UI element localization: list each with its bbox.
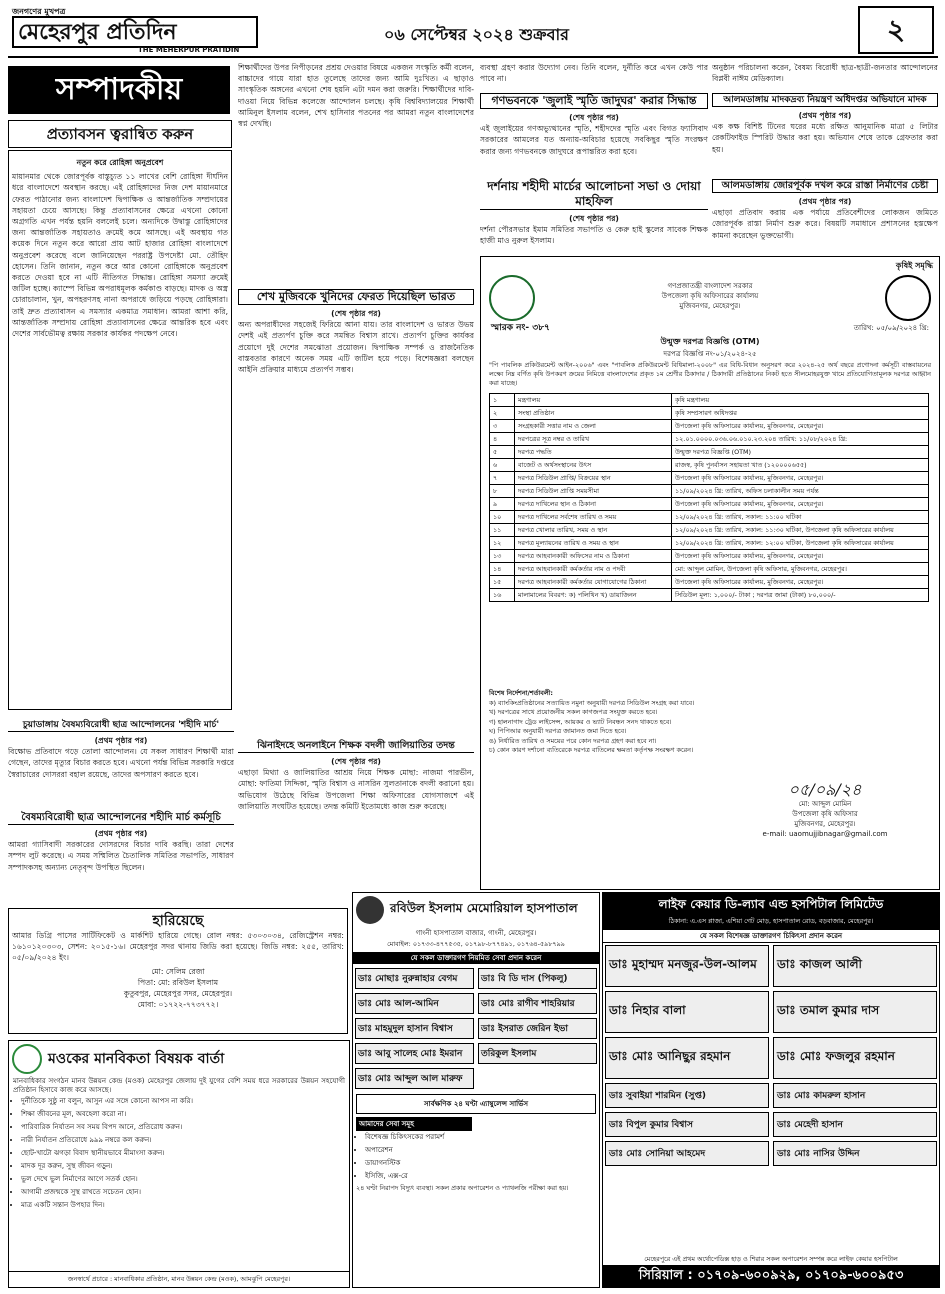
rabiul-services-title: আমাদের সেবা সমূহ: [356, 1117, 472, 1131]
drug-body: এক কক্ষ বিশিষ্ট টিনের ঘরের মধ্যে রক্ষিত আনুমানিক মাত্রা ৫ লিটার রেকটিফাইড স্পিরিট উদ্ধার করা হয়। অভিযান শেষে তাকে গ্রেফতার করা হয়।: [712, 122, 938, 154]
lifecare-doctor: ডাঃ মোঃ ফজলুর রহমান: [773, 1037, 937, 1079]
road-article: [712, 176, 938, 252]
martyr-march-dateline: (প্রথম পৃষ্ঠার পর): [94, 736, 148, 745]
tender-cell-item: দরপত্র আহবানকারী কর্মকর্তার নাম ও পদবী: [515, 563, 672, 576]
students-body: শিক্ষার্থীদের উপর নিপীড়নের প্রশ্রয় দেওয়ার বিষয়ে একজন সংস্কৃতি কর্মী বলেন, বাচ্চাদের গায়ে যারা হাত তুলেছে তাদের জন্য আমি দুঃখিত। এ ছাড়াও সাংস্কৃতিক অঙ্গনের এখনো শেষ হয়নি এটা দমন করা জরুরি। শিক্ষার্থীদের দাবি-দাওয়া নিয়ে বিভিন্ন কলেজে আন্দোলন চলছে। কৃষি বিশ্ববিদ্যালয়ের শিক্ষার্থী আমিনুল ইসলাম বলেন, শেখ হাসিনার পতনের পর আমরা নতুন বাংলাদেশের স্বপ্ন দেখছি।: [238, 63, 474, 129]
lifecare-doctor: ডাঃ নিহার বালা: [605, 991, 769, 1033]
tender-cell-no: ৮: [490, 485, 515, 498]
tender-row: [490, 472, 929, 485]
tender-cell-no: ১: [490, 394, 515, 407]
tender-cell-item: দরপত্র আহবানকারী অফিসের নাম ও ঠিকানা: [515, 550, 672, 563]
tender-row: [490, 589, 929, 602]
lifecare-name: লাইফ কেয়ার ডি-ল্যাব এন্ড হসপিটাল লিমিটেড: [658, 897, 884, 911]
sheikh-article: [238, 286, 474, 688]
martyr-march-headline: চুয়াডাঙ্গায় বৈষম্যবিরোধী ছাত্র আন্দোলনের 'শহীদি মার্চ': [8, 719, 234, 732]
tender-office: উপজেলা কৃষি অফিসারের কার্যালয়: [661, 292, 759, 300]
tender-cell-value: উপজেলা কৃষি অফিসারের কার্যালয়, মুজিবনগর, মেহেরপুর।: [672, 550, 929, 563]
lifecare-doctor: ডাঃ মোঃ আনিছুর রহমান: [605, 1037, 769, 1079]
tender-cell-item: দরপত্র খোলার তারিখ, সময় ও স্থান: [515, 524, 672, 537]
rights-list-item: • আগামী প্রজন্মকে সুস্থ রাখতে সচেতন হোন।: [21, 1186, 349, 1199]
tender-cell-value: কৃষি সম্প্রসারণ অধিদপ্তর: [672, 407, 929, 420]
tender-row: [490, 563, 929, 576]
tender-rule: ঙ) নির্ধারিত তারিখ ও সময়ের পরে কোন দরপত্র গ্রহণ করা হবে না।: [489, 736, 657, 745]
tender-cell-item: সংস্থা প্রতিষ্ঠান: [515, 407, 672, 420]
tender-cell-no: ২: [490, 407, 515, 420]
tender-row: [490, 550, 929, 563]
lost-notice: [8, 908, 348, 1034]
teacher-article: [238, 736, 474, 888]
issue-date: ০৬ সেপ্টেম্বর ২০২৪ শুক্রবার: [384, 25, 569, 44]
tender-cell-value: ১২/০৯/২০২৪ খ্রি: তারিখ, সকাল: ১২:০০ ঘটিকা, উপজেলা কৃষি অফিসারের কার্যালয়: [672, 537, 929, 550]
protest-body: অনুষ্ঠান পরিচালনা করেন, বৈষম্য বিরোধী ছাত্র-ছাত্রী-জনতার আন্দোলনের বিপ্লবী নাঈম মেডিক্যাল।: [712, 63, 938, 84]
tender-cell-value: ১২.০১.০০০০.০৩৬.০৬.০১০.২৩.২০৪ তারিখ: ১১/০৮/২০২৪ খ্রি:: [672, 433, 929, 446]
lifecare-doctor: ডাঃ কাজল আলী: [773, 945, 937, 987]
tender-cell-no: ৬: [490, 459, 515, 472]
tender-row: [490, 446, 929, 459]
rights-list-item: • পারিবারিক নির্যাতন সব সময় বিপদ আনে, প্রতিরোধ করুন।: [21, 1121, 349, 1134]
tender-row: [490, 498, 929, 511]
tender-gov: গণপ্রজাতন্ত্রী বাংলাদেশ সরকার: [667, 282, 753, 290]
tender-cell-no: ১২: [490, 537, 515, 550]
rights-list-item: • মাদক দূর করুন, সুস্থ জীবন গড়ুন।: [21, 1160, 349, 1173]
martyr-march-article: [8, 716, 234, 806]
lifecare-doctor: ডাঃ মোঃ কামরুল হাসান: [773, 1083, 937, 1108]
tender-row: [490, 407, 929, 420]
rabiul-name: রবিউল ইসলাম মেমোরিয়াল হাসপাতাল: [390, 901, 578, 915]
tagline: জনগণের মুখপত্র: [12, 7, 66, 16]
tender-row: [490, 485, 929, 498]
tender-rules-title: বিশেষ নির্দেশনা/শর্তাবলী:: [489, 689, 553, 697]
tender-rule: ঘ) পিপিআর অনুযায়ী দরপত্র জামানত জমা দিতে হবে।: [489, 727, 627, 735]
rabiul-doctor-list: [353, 966, 599, 1091]
students-article: [238, 62, 474, 282]
tender-row: [490, 459, 929, 472]
editorial-subhead: নতুন করে রোহিঙ্গা অনুপ্রবেশ: [76, 158, 164, 167]
drug-dateline: (প্রথম পৃষ্ঠার পর): [798, 111, 852, 120]
martyr-program-body: আমরা গ্যাসিবাদী সরকারের দোসরদের বিচার দাবি করছি। তারা দেশের সম্পদ লুট করেছে। এ সময় সম্মিলিত চৈতালিক সমিতির সভাপতি, সাধারণ সম্পাদকসহ অন্যান্য নেতৃবৃন্দ উপস্থিত ছিলেন।: [8, 840, 234, 872]
lifecare-doctor: ডাঃ মোঃ নাসির উদ্দিন: [773, 1141, 937, 1166]
museum-body: এই জুলাইয়ের গণঅভ্যুত্থানের স্মৃতি, শহীদদের স্মৃতি এবং বিগত ফ্যাসিবাদ সরকারের আমলের যত অন্যায়-অবিচার হয়েছে সবকিছুর স্মৃতি সংরক্ষণ করার জন্য গণভবনকে জাদুঘরে রূপান্তরিত করা হবে।: [480, 124, 708, 156]
rights-message-ad: [8, 1040, 350, 1288]
tender-cell-item: দরপত্র সিডিউল প্রাপ্তি/ বিক্রয়ের স্থান: [515, 472, 672, 485]
doa-dateline: (শেষ পৃষ্ঠার পর): [569, 214, 619, 223]
justice-body: ব্যবস্থা গ্রহণ করার উদ্যোগ নেব। তিনি বলেন, দুর্নীতি করে এখন কেউ পার পাবে না।: [480, 63, 708, 84]
lost-body: আমার ডিগ্রি পাসের সার্টিফিকেট ও মার্কশিট হারিয়ে গেছে। রোল নম্বর: ৫৩০৩০৩৪, রেজিস্ট্রেশন নম্বর: ১৬১০১২০৩০৩, সেশন: ২০১৫-১৬। মেহেরপুর সদর থানায় জিডি করা হয়েছে। জিডি নম্বর: ২৫৫, তারিখ: ০৫/০৯/২০২৪ ইং।: [12, 931, 344, 963]
rights-list-item: • নারী নির্যাতন প্রতিরোধে ৯৯৯ নম্বরে কল করুন।: [21, 1134, 349, 1147]
tender-cell-no: ১১: [490, 524, 515, 537]
tender-cell-no: ১৫: [490, 576, 515, 589]
page-number: ২: [858, 6, 934, 54]
tender-cell-item: বাজেট ও অর্থসংস্থানের উৎস: [515, 459, 672, 472]
tender-row: [490, 511, 929, 524]
tender-cell-value: কৃষি মন্ত্রণালয়: [672, 394, 929, 407]
tender-email: e-mail: uaomujjibnagar@gmail.com: [762, 830, 888, 838]
tender-cell-no: ১৩: [490, 550, 515, 563]
lifecare-doctor: ডাঃ বিপুল কুমার বিশ্বাস: [605, 1112, 769, 1137]
tender-cell-value: মো: আব্দুল মোমিন, উপজেলা কৃষি অফিসার, মুজিবনগর, মেহেরপুর।: [672, 563, 929, 576]
tender-signer-title: উপজেলা কৃষি অফিসার: [792, 810, 858, 818]
rabiul-doctor: ডাঃ মোঃ আল-আমিন: [355, 993, 474, 1014]
tender-cell-item: দরপত্র সিডিউল প্রাপ্তি সময়সীমা: [515, 485, 672, 498]
sheikh-body: অন্য অপরাধীদের সহজেই ফিরিয়ে আনা যায়। তার বাংলাদেশ ও ভারত উভয় দেশই এই প্রত্যর্পণ চুক্তি করে সমন্বিত বিশ্বাস রাখে। প্রত্যর্পণ চুক্তির কার্যকর প্রয়োগে দুই দেশের সমঝোতা প্রয়োজন। দ্বিপাক্ষিক সম্পর্ক ও রাজনৈতিক বাস্তবতার কারণে অনেক সময় এটি জটিল হয়ে পড়ে। বিশেষজ্ঞরা বলছেন আইনি প্রক্রিয়ার মাধ্যমে প্রত্যর্পণ সম্ভব।: [238, 320, 474, 375]
drug-headline: আলমডাঙ্গায় মাদকদ্রব্য নিয়ন্ত্রণ অধিদপ্তর অভিযানে মাদক: [712, 93, 938, 107]
tender-cell-value: রাজস্ব, কৃষি পুনর্বাসন সহায়তা খাত (১২০০০০৬৫৫): [672, 459, 929, 472]
lifecare-doctor: ডাঃ মোঃ সোনিয়া আহমেদ: [605, 1141, 769, 1166]
tender-cell-item: মন্ত্রণালয়: [515, 394, 672, 407]
rights-intro: মানবাধিকার সংগঠন মানব উন্নয়ন কেন্দ্র (মওক) মেহেরপুর জেলায় দুই যুগের বেশি সময় ধরে সরকারের উন্নয়ন সহযোগী প্রতিষ্ঠান হিসাবে কাজ করে আসছে।: [13, 1077, 345, 1094]
rights-list-item: • শিক্ষা জীবনের মূল, অবহেলা করো না।: [21, 1108, 349, 1121]
lost-headline: হারিয়েছে: [152, 913, 204, 929]
tender-cell-no: ৭: [490, 472, 515, 485]
rabiul-doctor: তরিকুল ইসলাম: [478, 1043, 597, 1064]
martyr-program-dateline: (প্রথম পৃষ্ঠার পর): [94, 829, 148, 838]
rabiul-service: • বিশেষজ্ঞ চিকিৎসকের পরামর্শ: [365, 1131, 599, 1144]
rabiul-address: গাংনী হাসপাতাল বাজার, গাংনী, মেহেরপুর।: [415, 929, 537, 937]
rabiul-doctor: ডাঃ বি ডি দাস (পিকলু): [478, 968, 597, 989]
tender-signer: মো: আব্দুল মোমিন: [798, 800, 852, 808]
tender-row: [490, 524, 929, 537]
museum-dateline: (শেষ পৃষ্ঠার পর): [569, 113, 619, 122]
road-body: এছাড়া প্রতিবাদ করায় এক পর্যায়ে প্রতিবেশীদের লোকজন জমিতে জোরপূর্বক রাস্তা নির্মাণ শুরু করে। বিষয়টি সমাধানে প্রশাসনের হস্তক্ষেপ কামনা করেছেন ভুক্তভোগী।: [712, 208, 938, 240]
teacher-body: এছাড়া মিথ্যা ও জালিয়াতির আশ্রয় নিয়ে শিক্ষক মোছা: নাজমা পারভীন, মোছা: ফাতিমা সিদ্দিকা, স্মৃতি বিশ্বাস ও নাসরিন সুলতানাকে বদলী করানো হয়। অভিযোগ উঠেছে বিভিন্ন উপজেলা শিক্ষা অফিসারের যোগসাজশে এই জালিয়াতি সংঘটিত হয়েছে। তদন্ত কমিটি ইতোমধ্যে কাজ শুরু করেছে।: [238, 768, 474, 811]
rabiul-doctor: ডাঃ আবু সালেহ মোঃ ইমরান: [355, 1043, 474, 1064]
rabiul-doctor: ডাঃ মাহমুদুল হাসান বিশ্বাস: [355, 1018, 474, 1039]
tender-row: [490, 537, 929, 550]
masthead: [8, 6, 938, 58]
road-headline: আলমডাঙ্গায় জোরপূর্বক দখল করে রাস্তা নির্মাণের চেষ্টা: [712, 179, 938, 193]
rabiul-doctor: ডাঃ মোঃ রাগীব শাহরিয়ার: [478, 993, 597, 1014]
tender-cell-no: ৩: [490, 420, 515, 433]
sheikh-headline: শেখ মুজিবকে খুনিদের ফেরত দিয়েছিল ভারত: [238, 289, 474, 305]
martyr-march-body: বিক্ষোভ প্রতিবাদে গড়ে তোলা আন্দোলন। যে সকল সাধারণ শিক্ষার্থী মারা গেছেন, তাদের মৃত্যুর বিচার করতে হবে। এখনো পর্যন্ত বিভিন্ন সরকারি দপ্তরে স্বৈরাচারের দোসররা বহাল রয়েছে, তাদের অপসারণ করতে হবে।: [8, 747, 234, 779]
lifecare-doctor: ডাঃ তমাল কুমার দাস: [773, 991, 937, 1033]
lifecare-serial: সিরিয়াল : ০১৭০৯-৬০০৯২৯, ০১৭০৯-৬০০৯৫৩: [603, 1265, 939, 1287]
hospital-logo-icon: [356, 896, 384, 924]
editorial-banner: সম্পাদকীয়: [8, 66, 230, 114]
lifecare-banner: যে সকল বিশেষজ্ঞ ডাক্তারগণ চিকিৎসা প্রদান করেন: [603, 930, 939, 943]
rabiul-service: • ইসিজি, এক্স-রে: [365, 1170, 599, 1183]
rights-footer: জনস্বার্থে প্রচারে : মানবাধিকার প্রতিষ্ঠান, মানব উন্নয়ন কেন্দ্র (মওক), আমঝুপি মেহেরপুর।: [9, 1271, 349, 1287]
tender-row: [490, 420, 929, 433]
tender-date: তারিখ: ০৫/০৯/২০২৪ খ্রি:: [853, 324, 929, 332]
rabiul-doctor: ডাঃ মোছাঃ নুরুন্নাহার বেগম: [355, 968, 474, 989]
tender-cell-item: দরপত্র পদ্ধতি: [515, 446, 672, 459]
rabiul-ambulance: সার্বক্ষণিক ২৪ ঘণ্টা এ্যাম্বুলেন্স সার্ভিস: [356, 1094, 596, 1114]
rabiul-doctor: ডাঃ মোঃ আব্দুল আল মারুফ: [355, 1068, 474, 1089]
lifecare-doctor: ডাঃ সুবাইয়া শারমিন (সুপ্ত): [605, 1083, 769, 1108]
editorial-headline: প্রত্যাবসন ত্বরান্বিত করুন: [8, 120, 232, 148]
tender-cell-value: উপজেলা কৃষি অফিসারের কার্যালয়, মুজিবনগর, মেহেরপুর।: [672, 420, 929, 433]
tender-slogan: কৃষিই সমৃদ্ধি: [895, 261, 933, 270]
rights-list-item: • ছোট-খাটো ঝগড়া বিবাদ স্থানীয়ভাবে মীমাংসা করুন।: [21, 1147, 349, 1160]
tender-signature-date: ০৫/০৯/২৪: [788, 780, 862, 799]
road-dateline: (প্রথম পৃষ্ঠার পর): [798, 197, 852, 206]
museum-headline: গণভবনকে 'জুলাই স্মৃতি জাদুঘর' করার সিদ্ধান্ত: [480, 93, 708, 109]
tender-rule: চ) কোন কারণ দর্শানো ব্যতিরেকে দরপত্র বাতিলের ক্ষমতা কর্তৃপক্ষ সংরক্ষণ করেন।: [489, 746, 694, 754]
rights-headline: মওকের মানবিকতা বিষয়ক বার্তা: [48, 1051, 225, 1067]
tender-cell-no: ৪: [490, 433, 515, 446]
tender-row: [490, 394, 929, 407]
lost-address: কুতুবপুর, মেহেরপুর সদর, মেহেরপুর।: [123, 989, 233, 999]
doa-body: দর্শনা পৌরসভার ইমাম সমিতির সভাপতি ও কেরু হাই স্কুলের সাবেক শিক্ষক হাজী মাও নুরুল ইসলাম।: [480, 225, 708, 246]
tender-cell-value: উপজেলা কৃষি অফিসারের কার্যালয়, মুজিবনগর, মেহেরপুর।: [672, 498, 929, 511]
tender-cell-item: সংগ্রহকারী সত্তার নাম ও জেলা: [515, 420, 672, 433]
tender-cell-item: দরপত্র দাখিলের সর্বশেষ তারিখ ও সময়: [515, 511, 672, 524]
tender-rules: [489, 689, 931, 756]
tender-cell-no: ১০: [490, 511, 515, 524]
museum-article: [480, 90, 708, 172]
protest-snippet: [712, 62, 938, 86]
lifecare-doctor: ডাঃ মেহেদী হাসান: [773, 1112, 937, 1137]
lifecare-footer-note: মেহেরপুরে এই প্রথম অর্থোপেডিক্স হাড় ও শিরার সকল অপারেশন সম্পন্ন করে লাইফ কেয়ার হসপিটাল: [644, 1255, 898, 1263]
tender-cell-value: ১১/০৯/২০২৪ খ্রি: তারিখ, অফিস চলাকালীন সময় পর্যন্ত: [672, 485, 929, 498]
lifecare-address: ঠিকানা: এ.এস প্লাজা, এশিয়া গেট মোড়, হাসপাতাল রোড, বড়বাজার, মেহেরপুর।: [668, 917, 874, 925]
rights-list-item: • ভুল দেখে ভুল নির্মাণের আগে সতর্ক হোন।: [21, 1173, 349, 1186]
tender-cell-value: উন্মুক্ত দরপত্র বিজ্ঞপ্তি (OTM): [672, 446, 929, 459]
tender-title: উন্মুক্ত দরপত্র বিজ্ঞপ্তি (OTM): [660, 337, 760, 346]
rabiul-doctor: ডাঃ ইসরাত জেরিন ইভা: [478, 1018, 597, 1039]
lost-name: মো: সেলিম রেজা: [151, 966, 205, 976]
rights-list: [9, 1095, 349, 1212]
tender-row: [490, 433, 929, 446]
tender-notice: [480, 256, 940, 890]
tender-table: [489, 393, 929, 602]
tender-cell-item: দরপত্র আহবানকারী কর্মকর্তার যোগাযোগের ঠিকানা: [515, 576, 672, 589]
rights-list-item: • মাত্র একটি সন্তান উপহার দিন।: [21, 1199, 349, 1212]
tender-cell-item: দরপত্র মূল্যায়নের তারিখ ও সময় ও স্থান: [515, 537, 672, 550]
tender-cell-value: ১২/০৯/২০২৪ খ্রি: তারিখ, সকাল: ১১:০০ ঘটিকা: [672, 511, 929, 524]
doa-headline: দর্শনায় শহীদী মার্চের আলোচনা সভা ও দোয়া মাহফিল: [480, 179, 708, 210]
tender-cell-value: উপজেলা কৃষি অফিসারের কার্যালয়, মুজিবনগর, মেহেরপুর।: [672, 576, 929, 589]
tender-cell-no: ১৪: [490, 563, 515, 576]
lifecare-doctor-list: [603, 943, 939, 1168]
tender-cell-item: দরপত্র দাখিলের স্থান ও ঠিকানা: [515, 498, 672, 511]
newspaper-brand: মেহেরপুর প্রতিদিন: [12, 16, 258, 48]
martyr-program-article: [8, 808, 234, 904]
tender-cell-item: দরপত্রের সূত্র নম্বর ও তারিখ: [515, 433, 672, 446]
editorial-article: [8, 150, 232, 710]
tender-memo: স্মারক নং- ৩৮৭: [491, 323, 550, 333]
tender-cell-no: ১৬: [490, 589, 515, 602]
doa-article: [480, 176, 708, 252]
tender-rule: খ) দরপত্রের সাথে প্রয়োজনীয় সকল কাগজপত্র সংযুক্ত করতে হবে।: [489, 708, 658, 716]
lost-father: পিতা: মো: রবিউল ইসলাম: [137, 977, 219, 987]
tender-cell-item: মালামালের বিবরণ: ক) পলিথিন খ) ডায়াজিনন: [515, 589, 672, 602]
tender-cell-no: ৯: [490, 498, 515, 511]
rabiul-hospital-ad: [352, 892, 600, 1288]
newspaper-brand-english: THE MEHERPUR PRATIDIN: [138, 46, 240, 54]
lost-mobile: মোবা: ০১৭২২-৭৭৩৭৭২।: [137, 1000, 219, 1010]
editorial-body: মায়ানমার থেকে জোরপূর্বক বাস্তুচ্যুত ১১ লাখের বেশি রোহিঙ্গা দীর্ঘদিন ধরে বাংলাদেশে অবস্থান করছে। এই রোহিঙ্গাদের নিজ দেশ মায়ানমারে ফেরত পাঠানোর জন্য বাংলাদেশ দ্বিপাক্ষিক ও আন্তর্জাতিক সম্প্রদায়ের সহায়তা চেয়ে আসছে। কিন্তু প্রত্যাবাসনের ক্ষেত্রে এখনো কোনো অগ্রগতি এখন পর্যন্ত হয়নি বললেই চলে। অন্যদিকে উদ্বাস্তু রোহিঙ্গাদের জন্য আন্তর্জাতিক সহায়তাও ক্রমেই কমে আসছে। এই অবস্থায় গত কয়েক দিনে নতুন করে আরো প্রায় আট হাজার রোহিঙ্গা বাংলাদেশে অনুপ্রবেশ করেছে বলে জানিয়েছেন পররাষ্ট্র উপদেষ্টা মো. তৌহিদ হোসেন। তিনি জানান, নতুন করে আর কোনো রোহিঙ্গাকে অনুপ্রবেশ করতে দেওয়া হবে না এটি নীতিগত সিদ্ধান্ত। রোহিঙ্গা সমস্যা ক্রমেই জটিল হচ্ছে। ক্যাম্পে বিভিন্ন অপরাধমূলক কর্মকাণ্ড বাড়ছে। মাদক ও অস্ত্র চোরাচালান, খুন, অপহরণসহ নানা অপরাধে জড়িয়ে পড়ছে রোহিঙ্গারা। তাই দ্রুত প্রত্যাবাসন এ সমস্যার একমাত্র সমাধান। আমরা আশা করি, আন্তর্জাতিক সম্প্রদায় রোহিঙ্গা প্রত্যাবাসনের ক্ষেত্রে আন্তরিক হবে এবং দেশের সার্বভৌমত্ব রক্ষায় সরকার কার্যকর পদক্ষেপ নেবে।: [12, 172, 228, 339]
tender-row: [490, 576, 929, 589]
teacher-headline: ঝিনাইদহে অনলাইনে শিক্ষক বদলী জালিয়াতির তদন্ত: [238, 739, 474, 753]
tender-rule: গ) হালনাগাদ ট্রেড লাইসেন্স, আয়কর ও ভ্যাট নিবন্ধন সনদ থাকতে হবে।: [489, 717, 672, 726]
teacher-dateline: (শেষ পৃষ্ঠার পর): [331, 757, 381, 766]
tender-rule: ক) ব্যাংকিংপ্রতিষ্ঠানের সত্যায়িত নমুনা অনুযায়ী দরপত্র সিডিউল সংগ্রহ করা যাবে।: [489, 698, 695, 707]
tender-cell-value: উপজেলা কৃষি অফিসারের কার্যালয়, মুজিবনগর, মেহেরপুর।: [672, 472, 929, 485]
sheikh-dateline: (শেষ পৃষ্ঠার পর): [331, 309, 381, 318]
rabiul-phone: মোবাইল: ০১৭৩৩-৪৭৭৫৩৫, ০১৭৯৮-৮৭৭৪৯১, ০১৭৬৪-৫৯৮৭৯৯: [387, 940, 565, 948]
tender-signer-place: মুজিবনগর, মেহেরপুর।: [794, 820, 856, 828]
rabiul-services: [353, 1131, 599, 1183]
rabiul-banner: যে সকল ডাক্তারগণ নিয়মিত সেবা প্রদান করেন: [353, 952, 599, 964]
tender-intro: "পি পাবলিক প্রকিউরমেন্ট আইন-২০০৬" এবং "পাবলিক প্রকিউরমেন্ট বিধিমালা-২০০৮" এর বিধি-বিধান অনুসরণ করে ২০২৪-২৫ অর্থ বছরে প্রণোদনা কর্মসূচী বাস্তবায়নের লক্ষ্যে নিম্ন বর্ণিত কৃষি উপকরণ ক্রয়ের নিমিত্তে বাংলাদেশের প্রকৃত ১ম শ্রেণীর ঠিকাদার / ঠিকাদারী প্রতিষ্ঠানের নিকট হতে সীলমোহরযুক্ত খামে প্রতিযোগিতামূলক দরপত্র আহ্বান করা যাচ্ছে।: [489, 361, 931, 387]
justice-snippet: [480, 62, 708, 86]
drug-article: [712, 90, 938, 172]
mouk-logo-icon: [12, 1044, 42, 1074]
rabiul-note: ২৪ ঘণ্টা নিরাপদ বিদ্যুৎ ব্যবস্থা। সকল প্রকার অপারেশন ও প্যাথলজি পরীক্ষা করা হয়।: [356, 1184, 569, 1192]
rabiul-service: • ডায়াগনস্টিক: [365, 1157, 599, 1170]
martyr-program-headline: বৈষম্যবিরোধী ছাত্র আন্দোলনের শহীদি মার্চ কর্মসূচি: [8, 811, 234, 825]
tender-cell-no: ৫: [490, 446, 515, 459]
lifecare-doctor: ডাঃ মুহাম্মদ মনজুর-উল-আলম: [605, 945, 769, 987]
rabiul-service: • অপারেশন: [365, 1144, 599, 1157]
rights-list-item: • দুর্নীতিকে সুষ্ঠু না বলুন, আসুন এর সঙ্গে কোনো আপস না করি।: [21, 1095, 349, 1108]
tender-subtitle: দরপত্র বিজ্ঞপ্তি নং-০১/২০২৪-২৫: [663, 350, 757, 358]
lifecare-hospital-ad: [602, 892, 940, 1288]
tender-cell-value: সিডিউল মূল্য: ১,০০০/- টাকা ; দরপত্র জামা (টাকা) ৮০,০০০/-: [672, 589, 929, 602]
tender-cell-value: ১২/০৯/২০২৪ খ্রি: তারিখ, সকাল: ১১:৩০ ঘটিকা, উপজেলা কৃষি অফিসারের কার্যালয়: [672, 524, 929, 537]
tender-place: মুজিবনগর, মেহেরপুর।: [679, 302, 741, 310]
